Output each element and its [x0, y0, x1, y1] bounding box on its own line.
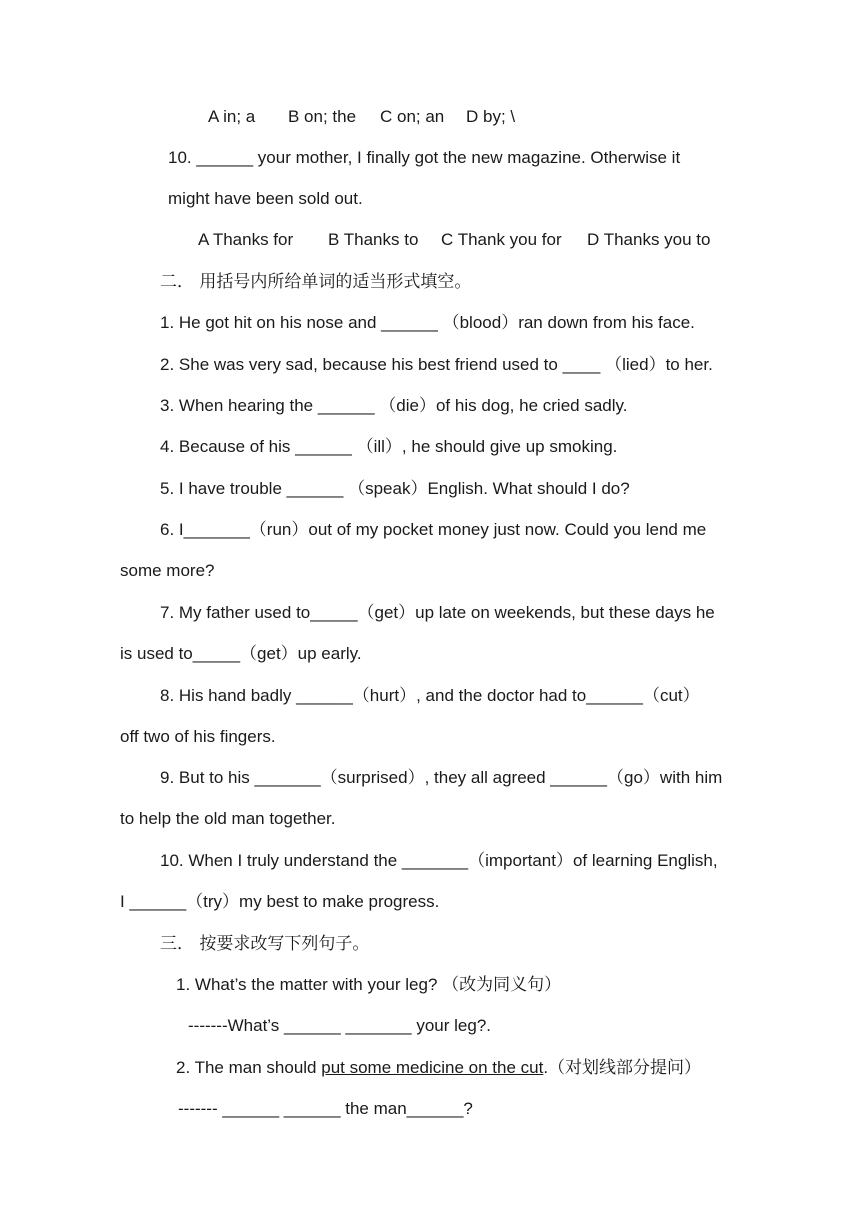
section2-item-2: 2. She was very sad, because his best friend used to ____ （lied）to her. [160, 355, 713, 374]
q10-option-c: C Thank you for [441, 230, 562, 249]
section3-q1-answer: -------What’s ______ _______ your leg?. [188, 1016, 492, 1035]
q9-option-a: A in; a [208, 107, 256, 126]
section2-item-7-line2: is used to_____（get）up early. [120, 644, 362, 663]
q10-option-a: A Thanks for [198, 230, 294, 249]
section2-item-6-line1: 6. I_______（run）out of my pocket money just now. Could you lend me [160, 520, 707, 539]
section3-q2-suffix: .（对划线部分提问） [543, 1058, 702, 1077]
section2-item-10-line1: 10. When I truly understand the _______（important）of learning English, [160, 851, 718, 870]
section3-q1: 1. What’s the matter with your leg? （改为同义句） [176, 975, 562, 994]
q10-option-b: B Thanks to [328, 230, 419, 249]
section2-item-6-line2: some more? [120, 561, 215, 580]
section2-item-8-line1: 8. His hand badly ______（hurt）, and the doctor had to______（cut） [160, 686, 700, 705]
section2-item-9-line2: to help the old man together. [120, 809, 336, 828]
q9-option-d: D by; \ [466, 107, 516, 126]
section3-q2-prefix: 2. The man should [176, 1058, 322, 1077]
section2-item-9-line1: 9. But to his _______（surprised）, they all agreed ______（go）with him [160, 768, 723, 787]
section2-item-1: 1. He got hit on his nose and ______ （blood）ran down from his face. [160, 313, 695, 332]
section3-q2-answer: ------- ______ ______ the man______? [178, 1099, 473, 1118]
section3-heading: 三． 按要求改写下列句子。 [160, 934, 370, 954]
q9-options [208, 106, 515, 128]
section2-heading: 二． 用括号内所给单词的适当形式填空。 [160, 272, 472, 292]
section2-item-7-line1: 7. My father used to_____（get）up late on weekends, but these days he [160, 603, 715, 622]
q10-stem-line2: might have been sold out. [168, 189, 363, 208]
q9-option-b: B on; the [288, 107, 357, 126]
q9-option-c: C on; an [380, 107, 445, 126]
section3-q2-underlined-phrase: put some medicine on the cut [321, 1058, 544, 1077]
section2-item-3: 3. When hearing the ______ （die）of his dog, he cried sadly. [160, 396, 628, 415]
section3-q2 [176, 1057, 701, 1079]
section2-item-10-line2: I ______（try）my best to make progress. [120, 892, 440, 911]
section2-item-8-line2: off two of his fingers. [120, 727, 276, 746]
section2-item-4: 4. Because of his ______ （ill）, he should give up smoking. [160, 437, 618, 456]
section2-item-5: 5. I have trouble ______ （speak）English. What should I do? [160, 479, 630, 498]
q10-stem-line1: 10. ______ your mother, I finally got the new magazine. Otherwise it [168, 148, 681, 167]
q10-option-d: D Thanks you to [587, 230, 711, 249]
q10-options [198, 229, 710, 251]
